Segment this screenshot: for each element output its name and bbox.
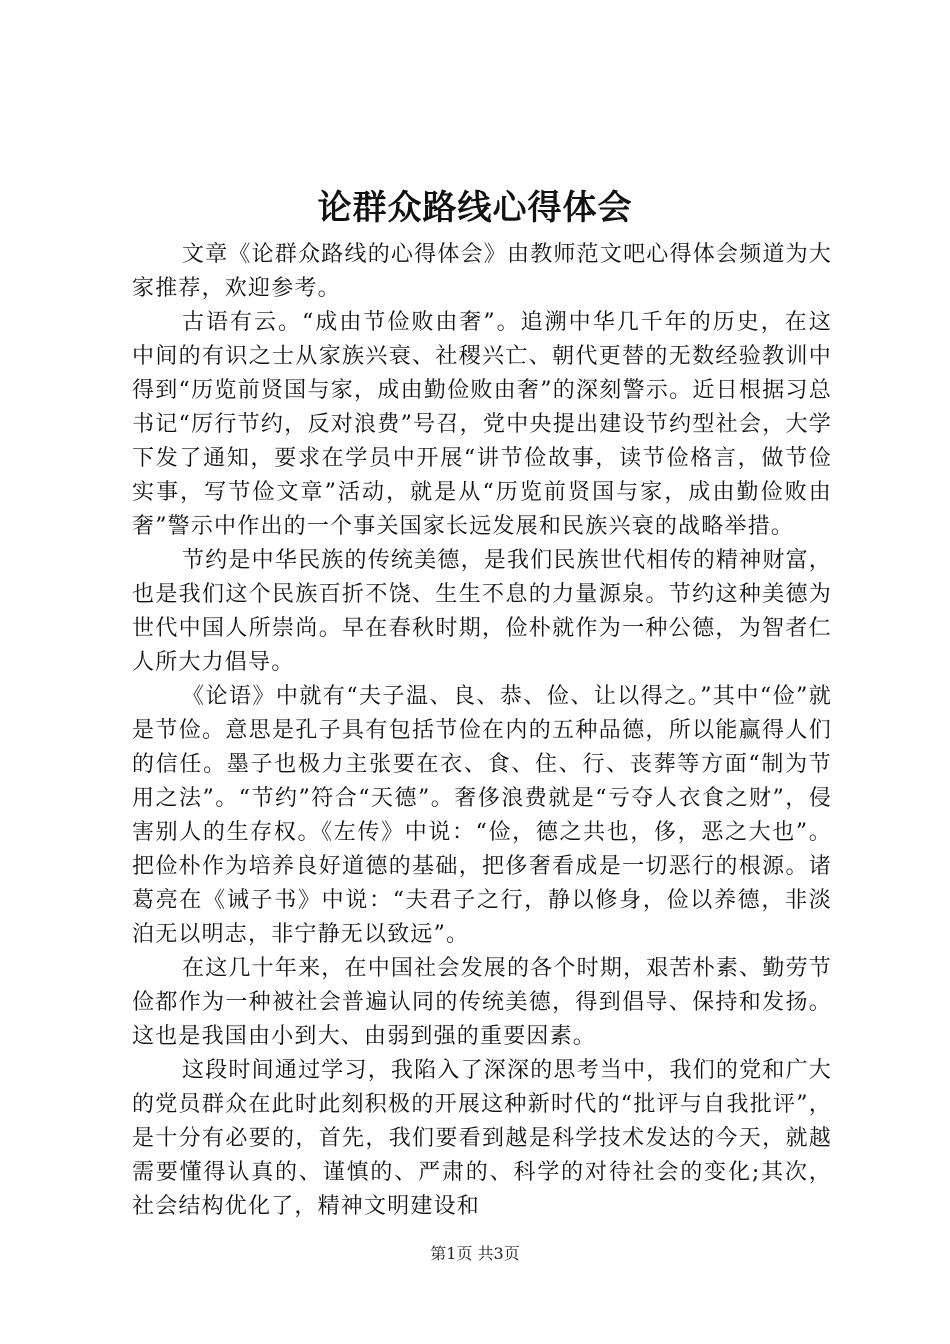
paragraph-reflection: 这段时间通过学习，我陷入了深深的思考当中，我们的党和广大的党员群众在此时此刻积极的开展这种新时代的“批评与自我批评”，是十分有必要的，首先，我们要看到越是科学技术发达的今天，就越需要懂得认真的、谨慎的、严肃的、科学的对待社会的变化;其次，社会结构优化了，精神文明建设和 bbox=[132, 1058, 832, 1219]
page-number-footer: 第1页 共3页 bbox=[430, 1244, 520, 1263]
paragraph-decades: 在这几十年来，在中国社会发展的各个时期，艰苦朴素、勤劳节俭都作为一种被社会普遍认同的传统美德，得到倡导、保持和发扬。这也是我国由小到大、由弱到强的重要因素。 bbox=[132, 956, 832, 1049]
paragraph-virtue: 节约是中华民族的传统美德，是我们民族世代相传的精神财富，也是我们这个民族百折不饶、生生不息的力量源泉。节约这种美德为世代中国人所崇尚。早在春秋时期，俭朴就作为一种公德，为智者仁人所大力倡导。 bbox=[132, 548, 832, 675]
document-body bbox=[132, 238, 832, 1224]
document-title: 论群众路线心得体会 bbox=[317, 188, 633, 228]
paragraph-intro: 文章《论群众路线的心得体会》由教师范文吧心得体会频道为大家推荐，欢迎参考。 bbox=[132, 242, 832, 301]
paragraph-classics: 《论语》中就有“夫子温、良、恭、俭、让以得之。”其中“俭”就是节俭。意思是孔子具有包括节俭在内的五种品德，所以能赢得人们的信任。墨子也极力主张要在衣、食、住、行、丧葬等方面“制为节用之法”。“节约”符合“天德”。奢侈浪费就是“亏夺人衣食之财”，侵害别人的生存权。《左传》中说：“俭，德之共也，侈，恶之大也”。把俭朴作为培养良好道德的基础，把侈奢看成是一切恶行的根源。诸葛亮在《诫子书》中说：“夫君子之行，静以修身，俭以养德，非淡泊无以明志，非宁静无以致远”。 bbox=[132, 684, 832, 947]
paragraph-proverb: 古语有云。“成由节俭败由奢”。追溯中华几千年的历史，在这中间的有识之士从家族兴衰、社稷兴亡、朝代更替的无数经验教训中得到“历览前贤国与家，成由勤俭败由奢”的深刻警示。近日根据习总书记“厉行节约，反对浪费”号召，党中央提出建设节约型社会，大学下发了通知，要求在学员中开展“讲节俭故事，读节俭格言，做节俭实事，写节俭文章”活动，就是从“历览前贤国与家，成由勤俭败由奢”警示中作出的一个事关国家长远发展和民族兴衰的战略举措。 bbox=[132, 310, 832, 539]
